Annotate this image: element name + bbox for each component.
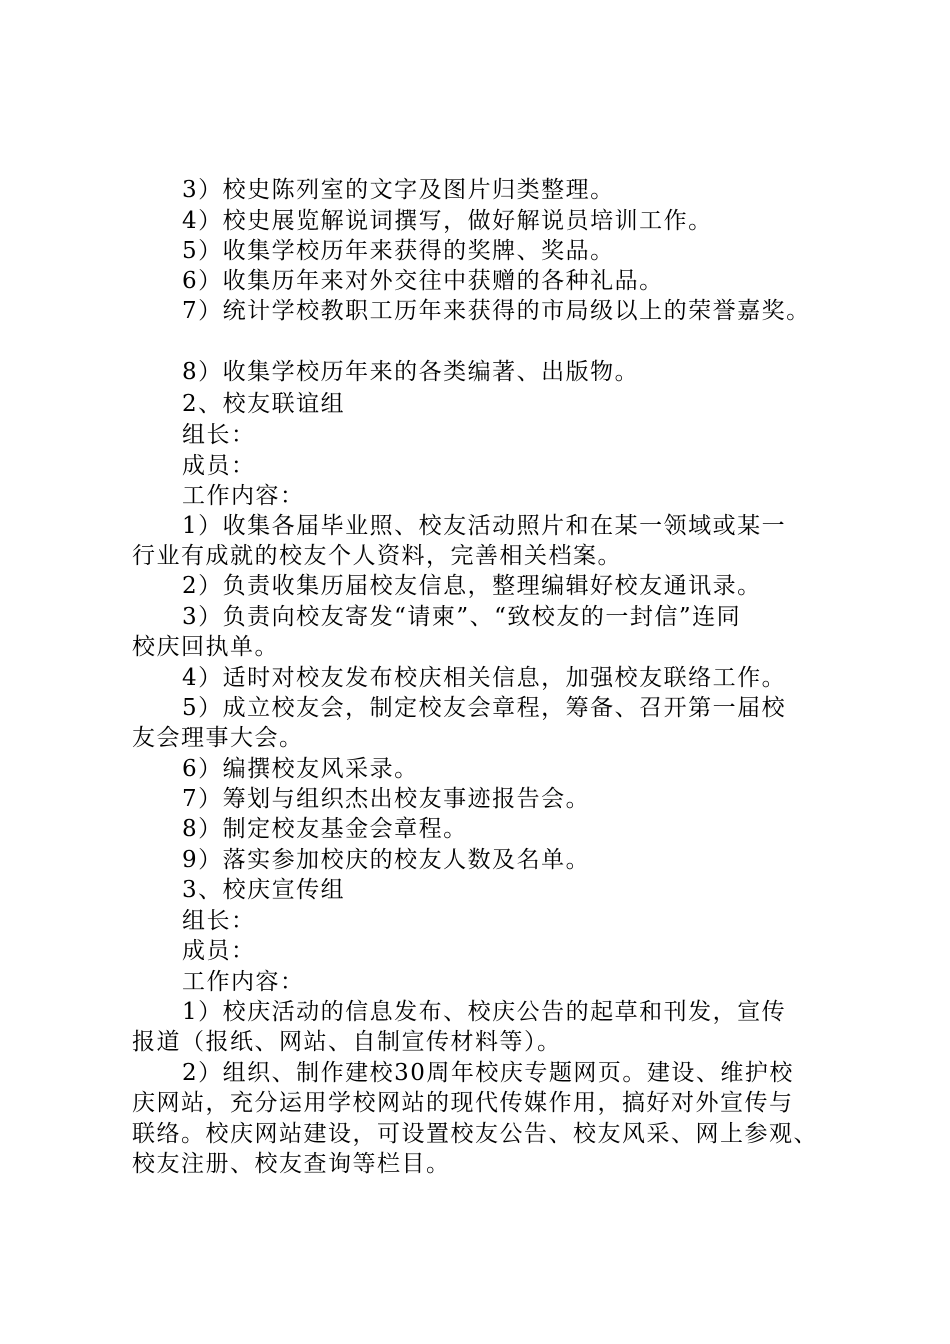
text-line: 2）组织、制作建校30周年校庆专题网页。建设、维护校 (182, 1060, 794, 1086)
text-line: 行业有成就的校友个人资料，完善相关档案。 (132, 543, 622, 569)
text-line: 1）校庆活动的信息发布、校庆公告的起草和刊发，宣传 (182, 999, 787, 1025)
text-line: 庆网站，充分运用学校网站的现代传媒作用，搞好对外宣传与 (132, 1090, 794, 1116)
text-line: 组长： (182, 422, 256, 448)
section-heading: 2、校友联谊组 (182, 391, 346, 417)
text-line: 校庆回执单。 (132, 634, 279, 660)
text-line: 校友注册、校友查询等栏目。 (132, 1151, 451, 1177)
text-line: 工作内容： (182, 969, 305, 995)
text-line: 8）制定校友基金会章程。 (182, 816, 468, 842)
text-line: 7）统计学校教职工历年来获得的市局级以上的荣誉嘉奖。 (182, 298, 811, 324)
text-line: 2）负责收集历届校友信息，整理编辑好校友通讯录。 (182, 573, 762, 599)
text-line: 联络。校庆网站建设，可设置校友公告、校友风采、网上参观、 (132, 1121, 818, 1147)
text-line: 4）校史展览解说词撰写，做好解说员培训工作。 (182, 208, 713, 234)
section-heading: 3、校庆宣传组 (182, 877, 346, 903)
text-line: 成员： (182, 938, 256, 964)
text-line: 6）收集历年来对外交往中获赠的各种礼品。 (182, 268, 664, 294)
text-line: 5）收集学校历年来获得的奖牌、奖品。 (182, 238, 615, 264)
text-line: 工作内容： (182, 483, 305, 509)
text-line: 组长： (182, 908, 256, 934)
text-line: 4）适时对校友发布校庆相关信息，加强校友联络工作。 (182, 665, 787, 691)
text-line: 3）校史陈列室的文字及图片归类整理。 (182, 177, 615, 203)
text-line: 报道（报纸、网站、自制宣传材料等）。 (132, 1029, 562, 1055)
text-line: 成员： (182, 453, 256, 479)
text-line: 7）筹划与组织杰出校友事迹报告会。 (182, 786, 591, 812)
text-line: 1）收集各届毕业照、校友活动照片和在某一领域或某一 (182, 513, 787, 539)
text-line: 6）编撰校友风采录。 (182, 756, 419, 782)
text-line: 8）收集学校历年来的各类编著、出版物。 (182, 359, 640, 385)
text-line: 友会理事大会。 (132, 725, 304, 751)
text-line: 3）负责向校友寄发“请柬”、“致校友的一封信”连同 (182, 604, 742, 630)
text-line: 5）成立校友会，制定校友会章程，筹备、召开第一届校 (182, 695, 787, 721)
text-line: 9）落实参加校庆的校友人数及名单。 (182, 847, 591, 873)
